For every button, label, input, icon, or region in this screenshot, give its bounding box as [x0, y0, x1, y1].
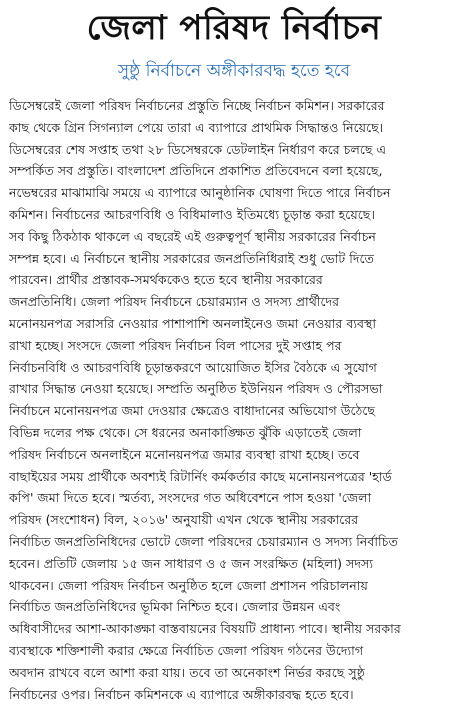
- body-line: সম্পন্ন হবে। এ নির্বাচনে স্থানীয় সরকারের জনপ্রতিনিধিরাই শুধু ভোট দিতে: [9, 250, 374, 266]
- body-line: নির্বাচনের ওপর। নির্বাচন কমিশনকে এ ব্যাপারে অঙ্গীকারবদ্ধ হতে হবে।: [9, 686, 354, 702]
- body-line: কমিশন। নির্বাচনের আচরণবিধি ও বিধিমালাও ইতিমধ্যে চূড়ান্ত করা হয়েছে।: [9, 206, 375, 222]
- body-line: রাখা হচ্ছে। সংসদে জেলা পরিষদ নির্বাচন বিল পাসের দুই সপ্তাহ পর: [9, 337, 342, 353]
- body-line: নির্বাচিত জনপ্রতিনিধিদের ভূমিকা নিশ্চিত হবে। জেলার উন্নয়ন এবং: [9, 599, 341, 615]
- body-line: রাখার সিদ্ধান্ত নেওয়া হয়েছে। সম্প্রতি অনুষ্ঠিত ইউনিয়ন পরিষদ ও পৌরসভা: [9, 381, 383, 397]
- body-line: বাছাইয়ের সময় প্রার্থীকে অবশ্যই রিটার্নিং কর্মকর্তার কাছে মনোনয়নপত্রের 'হার্ড: [9, 468, 392, 484]
- body-line: পরিষদ (সংশোধন) বিল, ২০১৬' অনুযায়ী এখন থেকে স্থানীয় সরকারের: [9, 512, 359, 528]
- body-line: ডিসেম্বরেই জেলা পরিষদ নির্বাচনের প্রস্তুতি নিচ্ছে নির্বাচন কমিশন। সরকারের: [9, 98, 385, 113]
- body-line: মনোনয়নপত্র সরাসরি নেওয়ার পাশাপাশি অনলাইনেও জমা নেওয়ার ব্যবস্থা: [9, 315, 377, 331]
- body-line: ব্যবস্থাকে শক্তিশালী করার ক্ষেত্রে নির্বাচিত জেলা পরিষদ গঠনের উদ্যোগ: [9, 642, 364, 658]
- body-line: পারবেন। প্রার্থীর প্রস্তাবক-সমর্থককেও হতে হবে স্থানীয় সরকারের: [9, 272, 323, 288]
- body-line: জনপ্রতিনিধি। জেলা পরিষদ নির্বাচনে চেয়ারম্যান ও সদস্য প্রার্থীদের: [9, 294, 340, 310]
- body-line: থাকবেন। জেলা পরিষদ নির্বাচন অনুষ্ঠিত হলে জেলা প্রশাসন পরিচালনায়: [9, 577, 368, 593]
- body-line: হবেন। প্রতিটি জেলায় ১৫ জন সাধারণ ও ৫ জন সংরক্ষিত (মহিলা) সদস্য: [9, 555, 373, 571]
- article-body: [9, 95, 461, 705]
- body-line: সম্পর্কিত সব প্রস্তুতি। বাংলাদেশ প্রতিদিনে প্রকাশিত প্রতিবেদনে বলা হয়েছে,: [9, 163, 383, 179]
- body-line: নির্বাচিত জনপ্রতিনিধিদের ভোটে জেলা পরিষদের চেয়ারম্যান ও সদস্য নির্বাচিত: [9, 533, 398, 549]
- body-line: নির্বাচনে মনোনয়নপত্র জমা দেওয়ার ক্ষেত্রেও বাধাদানের অভিযোগ উঠেছে: [9, 403, 376, 419]
- body-line: অবদান রাখবে বলে আশা করা যায়। তবে তা অনেকাংশ নির্ভর করছে সুষ্ঠু: [9, 664, 365, 680]
- body-line: কাছ থেকে গ্রিন সিগন্যাল পেয়ে তারা এ ব্যাপারে প্রাথমিক সিদ্ধান্তও নিয়েছে।: [9, 119, 384, 135]
- body-line: ডিসেম্বরের শেষ সপ্তাহ তথা ২৮ ডিসেম্বরকে ডেটলাইন নির্ধারণ করে চলছে এ: [9, 141, 387, 157]
- body-line: পরিষদ নির্বাচনে অনলাইনে মনোনয়নপত্র জমার ব্যবস্থা রাখা হচ্ছে। তবে: [9, 446, 360, 462]
- body-line: বিভিন্ন দলের পক্ষ থেকে। সে ধরনের অনাকাঙ্ক্ষিত ঝুঁকি এড়াতেই জেলা: [9, 424, 362, 440]
- body-line: নভেম্বরের মাঝামাঝি সময়ে এ ব্যাপারে আনুষ্ঠানিক ঘোষণা দিতে পারে নির্বাচন: [9, 185, 391, 201]
- article-subheadline: সুষ্ঠু নির্বাচনে অঙ্গীকারবদ্ধ হতে হবে: [117, 61, 351, 81]
- body-line: কপি' জমা দিতে হবে। স্মর্তব্য, সংসদের গত অধিবেশনে পাস হওয়া 'জেলা: [9, 490, 372, 506]
- body-line: নির্বাচনবিধি ও আচরণবিধি চূড়ান্তকরণে আয়োজিত ইসির বৈঠকে এ সুযোগ: [9, 359, 377, 375]
- body-line: সব কিছু ঠিকঠাক থাকলে এ বছরেই এই গুরুত্বপূর্ণ স্থানীয় সরকারের নির্বাচন: [9, 228, 376, 244]
- body-line: অধিবাসীদের আশা-আকাঙ্ক্ষা বাস্তবায়নের বিষয়টি প্রাধান্য পাবে। স্থানীয় সরকার: [9, 621, 401, 637]
- article-headline: জেলা পরিষদ নির্বাচন: [86, 8, 382, 48]
